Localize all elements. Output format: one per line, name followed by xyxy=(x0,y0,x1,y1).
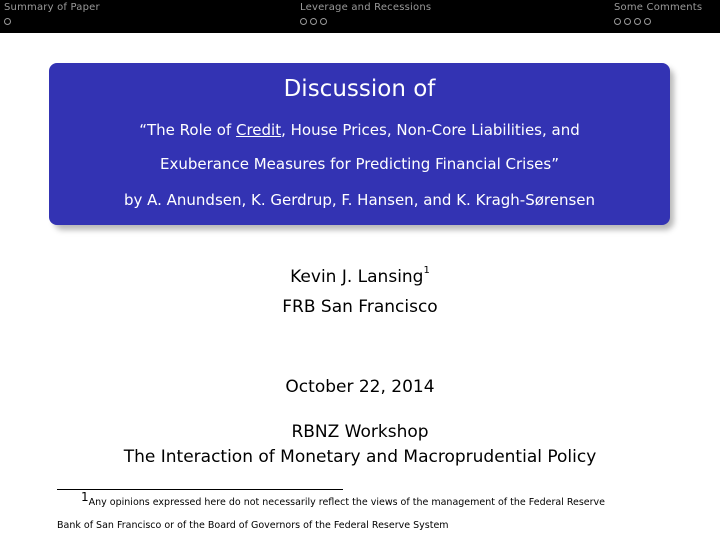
event-subtitle: The Interaction of Monetary and Macroprudential Policy xyxy=(123,447,597,467)
nav-section-summary[interactable]: Summary of Paper xyxy=(4,2,100,13)
footnote-line-1 xyxy=(57,490,606,508)
presenter-name xyxy=(0,267,720,287)
title-box xyxy=(49,63,670,225)
nav-slide-dot[interactable] xyxy=(300,18,307,25)
paper-title-prefix: “The Role of xyxy=(139,121,236,139)
footnote-number: 1 xyxy=(81,490,89,504)
nav-slide-dot[interactable] xyxy=(624,18,631,25)
nav-slide-dot[interactable] xyxy=(310,18,317,25)
event-name: RBNZ Workshop xyxy=(291,422,429,442)
nav-dots-comments xyxy=(614,18,651,25)
presenter-affiliation: FRB San Francisco xyxy=(282,297,438,317)
footnote-text-1: Any opinions expressed here do not necessarily reflect the views of the management of the Federal Reserve xyxy=(88,497,606,508)
paper-title-line-1 xyxy=(49,121,670,139)
nav-slide-dot[interactable] xyxy=(4,18,11,25)
footnote-line-2: Bank of San Francisco or of the Board of Governors of the Federal Reserve System xyxy=(57,520,449,531)
paper-title-suffix: , House Prices, Non-Core Liabilities, and xyxy=(281,121,580,139)
presenter-name-text: Kevin J. Lansing xyxy=(290,267,424,287)
paper-title-line-2: Exuberance Measures for Predicting Financial Crises” xyxy=(160,155,559,173)
nav-slide-dot[interactable] xyxy=(634,18,641,25)
navigation-bar xyxy=(0,0,720,33)
footnote-rule xyxy=(57,489,343,490)
title-heading: Discussion of xyxy=(283,76,436,102)
presentation-date: October 22, 2014 xyxy=(285,377,435,397)
credit-link[interactable]: Credit xyxy=(235,121,282,139)
nav-dots-summary xyxy=(4,18,11,25)
paper-authors: by A. Anundsen, K. Gerdrup, F. Hansen, and K. Kragh-Sørensen xyxy=(123,191,596,209)
nav-slide-dot[interactable] xyxy=(644,18,651,25)
nav-slide-dot[interactable] xyxy=(614,18,621,25)
nav-slide-dot[interactable] xyxy=(320,18,327,25)
nav-section-leverage[interactable]: Leverage and Recessions xyxy=(300,2,432,13)
footnote-marker[interactable]: 1 xyxy=(423,265,430,276)
nav-dots-leverage xyxy=(300,18,327,25)
nav-section-comments[interactable]: Some Comments xyxy=(614,2,703,13)
